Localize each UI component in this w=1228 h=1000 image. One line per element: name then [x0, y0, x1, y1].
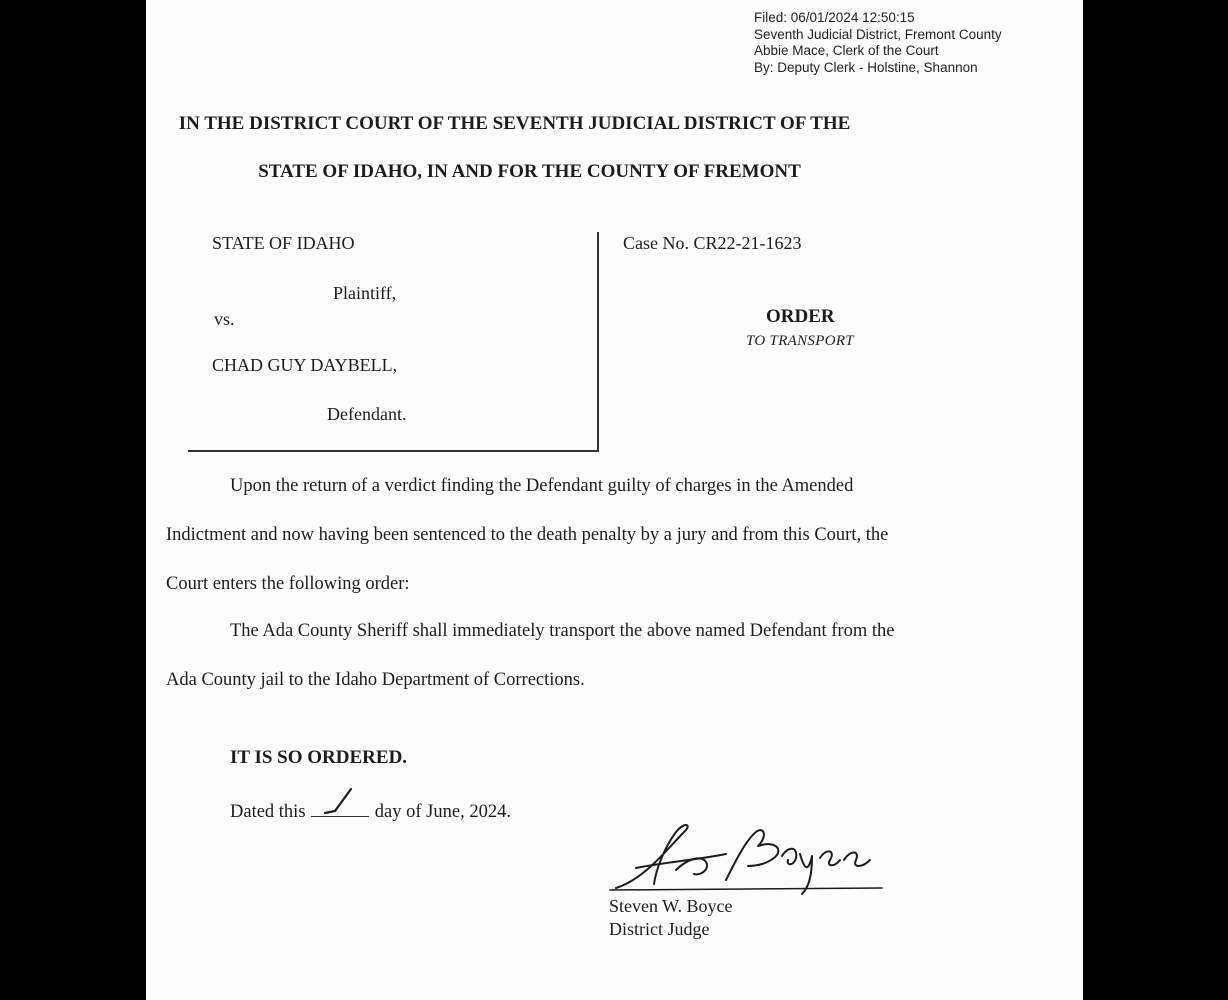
- paragraph1-line2: Indictment and now having been sentenced to the death penalty by a jury and from this Court, the: [166, 525, 889, 545]
- defendant-role: Defendant.: [327, 404, 407, 424]
- paragraph2-line2: Ada County jail to the Idaho Department of Corrections.: [166, 670, 585, 690]
- dated-day-blank: [311, 798, 369, 817]
- defendant-name: CHAD GUY DAYBELL,: [212, 355, 398, 375]
- dated-prefix: Dated this: [230, 802, 306, 822]
- dated-suffix: day of June, 2024.: [374, 802, 511, 822]
- court-heading-line1: IN THE DISTRICT COURT OF THE SEVENTH JUDICIAL DISTRICT OF THE: [178, 113, 851, 134]
- dated-line: [230, 798, 511, 823]
- handwritten-day-mark: [311, 786, 369, 816]
- versus-label: vs.: [214, 309, 235, 329]
- judge-signature: [606, 810, 886, 900]
- caption-divider-horizontal: [188, 450, 599, 452]
- plaintiff-role: Plaintiff,: [333, 283, 397, 303]
- so-ordered-statement: IT IS SO ORDERED.: [230, 747, 408, 768]
- document-subtitle: TO TRANSPORT: [746, 333, 854, 349]
- filing-stamp-date: Filed: 06/01/2024 12:50:15: [754, 10, 915, 25]
- plaintiff-name: STATE OF IDAHO: [212, 233, 355, 253]
- filing-stamp-court: Seventh Judicial District, Fremont County: [754, 26, 1002, 42]
- document-page: [146, 0, 1083, 1000]
- filing-stamp: [754, 10, 1002, 76]
- court-heading-line2: STATE OF IDAHO, IN AND FOR THE COUNTY OF FREMONT: [258, 161, 801, 182]
- judge-title: District Judge: [609, 919, 710, 939]
- caption-divider-vertical: [597, 232, 599, 450]
- paragraph2-line1: The Ada County Sheriff shall immediately transport the above named Defendant from the: [230, 621, 895, 641]
- case-number: Case No. CR22-21-1623: [623, 233, 802, 253]
- paragraph1-line3: Court enters the following order:: [166, 574, 410, 594]
- filing-stamp-deputy: By: Deputy Clerk - Holstine, Shannon: [754, 59, 978, 75]
- paragraph1-line1: Upon the return of a verdict finding the Defendant guilty of charges in the Amended: [230, 476, 854, 496]
- document-title: ORDER: [766, 306, 835, 327]
- judge-name: Steven W. Boyce: [609, 896, 733, 916]
- filing-stamp-clerk: Abbie Mace, Clerk of the Court: [754, 43, 939, 58]
